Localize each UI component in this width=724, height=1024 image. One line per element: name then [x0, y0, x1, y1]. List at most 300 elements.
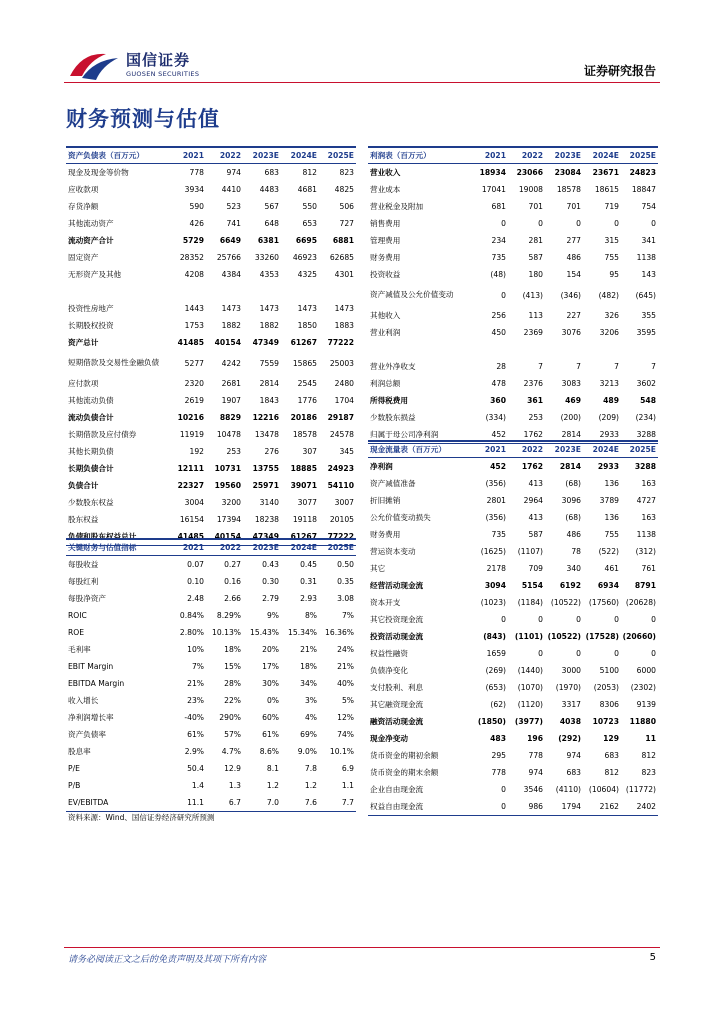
- table-row: [66, 198, 356, 215]
- cell-value: (10522): [547, 632, 581, 641]
- cell-value: 1.3: [228, 781, 241, 790]
- cell-value: 326: [604, 311, 619, 320]
- cell-value: 1.2: [266, 781, 279, 790]
- cell-value: 701: [528, 202, 543, 211]
- cell-value: 277: [566, 236, 581, 245]
- cell-value: (1023): [480, 598, 506, 607]
- cell-value: 7.7: [319, 794, 356, 812]
- cash-flow-table: [368, 440, 658, 816]
- table-row: [66, 334, 356, 351]
- cell-value: 0: [651, 615, 656, 624]
- cell-value: 18885: [290, 464, 317, 473]
- cell-value: 4825: [334, 185, 354, 194]
- cell-value: 452: [470, 426, 508, 444]
- cell-value: 227: [566, 311, 581, 320]
- cell-value: 0.35: [337, 577, 354, 586]
- cell-value: 77222: [319, 528, 356, 546]
- cell-value: (1440): [517, 666, 543, 675]
- row-label: 资产减值准备: [370, 478, 416, 488]
- table-row: [66, 249, 356, 266]
- cell-value: 12.9: [224, 764, 241, 773]
- brand-name-cn: 国信证券: [126, 51, 191, 69]
- cell-value: 10.1%: [329, 747, 354, 756]
- cell-value: 6934: [597, 581, 619, 590]
- cell-value: 3096: [561, 496, 581, 505]
- table-row: [368, 458, 658, 476]
- table-row: [368, 392, 658, 409]
- cell-value: 426: [189, 219, 204, 228]
- row-label: 其他长期负债: [68, 446, 114, 456]
- cell-value: 19118: [292, 515, 317, 524]
- cell-value: 9%: [266, 611, 279, 620]
- row-label: EBIT Margin: [68, 661, 114, 671]
- cell-value: 755: [604, 253, 619, 262]
- year-header: 2025E: [319, 539, 356, 556]
- row-label: 长期借款及应付债券: [68, 429, 137, 439]
- row-label: P/B: [68, 780, 81, 790]
- cell-value: 6.7: [206, 794, 243, 812]
- cell-value: 6695: [295, 236, 317, 245]
- cell-value: 180: [528, 270, 543, 279]
- cell-value: 5100: [599, 666, 619, 675]
- cell-value: 25766: [216, 253, 241, 262]
- cell-value: 315: [604, 236, 619, 245]
- cell-value: (346): [560, 290, 581, 300]
- cell-value: 1762: [521, 462, 543, 471]
- balance-sheet-table: [66, 146, 356, 546]
- cell-value: 7: [651, 362, 656, 371]
- cell-value: 2681: [221, 379, 241, 388]
- cell-value: 3004: [184, 498, 204, 507]
- cell-value: 812: [604, 768, 619, 777]
- row-label: EV/EBITDA: [66, 794, 168, 812]
- cell-value: 24578: [329, 430, 354, 439]
- table-row: [368, 747, 658, 764]
- cell-value: (234): [635, 413, 656, 422]
- year-header: 2024E: [583, 147, 621, 164]
- cell-value: 253: [528, 413, 543, 422]
- cell-value: 5%: [341, 696, 354, 705]
- table-row: [66, 794, 356, 812]
- cell-value: 683: [264, 168, 279, 177]
- year-header: 2024E: [281, 539, 319, 556]
- cell-value: 78: [571, 547, 581, 556]
- table-row: [368, 577, 658, 594]
- cell-value: 812: [302, 168, 317, 177]
- cell-value: (356): [485, 513, 506, 522]
- cell-value: 6381: [257, 236, 279, 245]
- table-row: [368, 475, 658, 492]
- row-label: 营业外净收支: [370, 361, 416, 371]
- cell-value: 18238: [254, 515, 279, 524]
- cell-value: 33260: [254, 253, 279, 262]
- cell-value: 761: [641, 564, 656, 573]
- table-row: [66, 477, 356, 494]
- row-label: 其它: [370, 563, 386, 573]
- cell-value: 7: [576, 362, 581, 371]
- cell-value: 1850: [297, 321, 317, 330]
- cell-value: 2933: [597, 462, 619, 471]
- cell-value: 1762: [508, 426, 545, 444]
- table-row: [66, 726, 356, 743]
- cell-value: 341: [641, 236, 656, 245]
- cell-value: 1473: [259, 304, 279, 313]
- cell-value: 360: [490, 396, 506, 405]
- cell-value: 23084: [554, 168, 581, 177]
- cell-value: 2.80%: [179, 628, 204, 637]
- row-label: 营运资本变动: [370, 546, 416, 556]
- cell-value: (653): [485, 683, 506, 692]
- table-title: 利润表（百万元）: [368, 147, 470, 164]
- table-row: [368, 611, 658, 628]
- row-label: 销售费用: [370, 218, 401, 228]
- cell-value: 754: [641, 202, 656, 211]
- cell-value: [470, 341, 508, 358]
- cell-value: 778: [491, 768, 506, 777]
- row-label: 营业成本: [370, 184, 401, 194]
- cell-value: 24823: [629, 168, 656, 177]
- cell-value: 9.0%: [297, 747, 317, 756]
- cell-value: 10723: [592, 717, 619, 726]
- cell-value: 8.6%: [259, 747, 279, 756]
- cell-value: 681: [491, 202, 506, 211]
- row-label: 财务费用: [370, 529, 401, 539]
- cell-value: 295: [491, 751, 506, 760]
- cell-value: [583, 341, 621, 358]
- year-header: 2025E: [621, 441, 658, 458]
- cell-value: 4353: [259, 270, 279, 279]
- cell-value: 61267: [290, 338, 317, 347]
- table-row: [66, 443, 356, 460]
- row-label: 流动负债合计: [68, 412, 114, 422]
- cell-value: (2053): [593, 683, 619, 692]
- cell-value: (68): [565, 479, 581, 488]
- cell-value: 1704: [334, 396, 354, 405]
- cell-value: 0: [501, 615, 506, 624]
- row-label: 股息率: [68, 746, 91, 756]
- year-header: 2022: [206, 147, 243, 164]
- cell-value: 20%: [262, 645, 279, 654]
- table-row: [368, 764, 658, 781]
- row-label: 财务费用: [370, 252, 401, 262]
- cell-value: 17%: [262, 662, 279, 671]
- cell-value: 136: [604, 513, 619, 522]
- row-label: 其他流动负债: [68, 395, 114, 405]
- table-row: [368, 358, 658, 375]
- cell-value: 5729: [182, 236, 204, 245]
- row-label: EBITDA Margin: [68, 678, 125, 688]
- cell-value: 10%: [187, 645, 204, 654]
- cell-value: 28352: [179, 253, 204, 262]
- cell-value: 469: [565, 396, 581, 405]
- row-label: 应收款项: [68, 184, 99, 194]
- row-label: 货币资金的期初余额: [370, 750, 439, 760]
- cell-value: 345: [339, 447, 354, 456]
- table-row: [66, 641, 356, 658]
- cell-value: 11.1: [168, 794, 206, 812]
- row-label: 股东权益: [68, 514, 99, 524]
- cell-value: 0: [501, 219, 506, 228]
- cell-value: 2.48: [187, 594, 204, 603]
- cell-value: 486: [566, 253, 581, 262]
- cell-value: 735: [491, 530, 506, 539]
- cell-value: 276: [264, 447, 279, 456]
- table-row: [66, 709, 356, 726]
- table-row: [66, 573, 356, 590]
- cell-value: 478: [491, 379, 506, 388]
- cell-value: 24%: [337, 645, 354, 654]
- cell-value: 23%: [187, 696, 204, 705]
- cell-value: 4208: [184, 270, 204, 279]
- cell-value: 0: [651, 219, 656, 228]
- cell-value: 2545: [297, 379, 317, 388]
- cell-value: 2964: [523, 496, 543, 505]
- cell-value: 47349: [243, 528, 281, 546]
- cell-value: 18578: [292, 430, 317, 439]
- cell-value: 18934: [479, 168, 506, 177]
- cell-value: (4110): [555, 785, 581, 794]
- cell-value: (68): [565, 513, 581, 522]
- cell-value: 550: [302, 202, 317, 211]
- row-label: 权益自由现金流: [368, 798, 470, 816]
- cell-value: (200): [560, 413, 581, 422]
- cell-value: 192: [189, 447, 204, 456]
- cell-value: 18%: [224, 645, 241, 654]
- cell-value: 7%: [341, 611, 354, 620]
- year-header: 2025E: [621, 147, 658, 164]
- cell-value: 12111: [177, 464, 204, 473]
- table-row: [66, 494, 356, 511]
- year-header: 2023E: [243, 539, 281, 556]
- cell-value: 2.93: [300, 594, 317, 603]
- cell-value: 47349: [252, 338, 279, 347]
- row-label: 存货净额: [68, 201, 99, 211]
- cell-value: 21%: [187, 679, 204, 688]
- row-label: 归属于母公司净利润: [368, 426, 470, 444]
- cell-value: 0: [651, 649, 656, 658]
- cell-value: (1107): [517, 547, 543, 556]
- cell-value: 15%: [224, 662, 241, 671]
- disclaimer-text: 请务必阅读正文之后的免责声明及其项下所有内容: [68, 955, 267, 965]
- cell-value: 3140: [259, 498, 279, 507]
- cell-value: 60%: [262, 713, 279, 722]
- table-row: [66, 232, 356, 249]
- table-row: [66, 283, 356, 300]
- cell-value: (2302): [630, 683, 656, 692]
- cell-value: 95: [609, 270, 619, 279]
- cell-value: 13755: [252, 464, 279, 473]
- cell-value: 16154: [179, 515, 204, 524]
- cell-value: 4727: [636, 496, 656, 505]
- table-row: [66, 351, 356, 375]
- cell-value: 567: [264, 202, 279, 211]
- cell-value: 3213: [599, 379, 619, 388]
- cell-value: (1070): [517, 683, 543, 692]
- cell-value: 548: [640, 396, 656, 405]
- cell-value: [545, 341, 583, 358]
- cell-value: 0: [470, 798, 508, 816]
- table-row: [66, 675, 356, 692]
- cell-value: 1473: [334, 304, 354, 313]
- row-label: 权益性融资: [370, 648, 408, 658]
- cell-value: 18578: [556, 185, 581, 194]
- cell-value: (1184): [517, 598, 543, 607]
- cell-value: 1843: [259, 396, 279, 405]
- cell-value: (1850): [477, 717, 506, 726]
- table-row: [368, 324, 658, 341]
- row-label: 应付款项: [68, 378, 99, 388]
- table-row: [368, 232, 658, 249]
- cell-value: 74%: [337, 730, 354, 739]
- cell-value: 256: [491, 311, 506, 320]
- cell-value: (10604): [588, 785, 619, 794]
- cell-value: 3789: [599, 496, 619, 505]
- year-header: 2024E: [281, 147, 319, 164]
- row-label: 利润总额: [370, 378, 401, 388]
- cell-value: [319, 283, 356, 300]
- cell-value: 812: [641, 751, 656, 760]
- cell-value: 28%: [224, 679, 241, 688]
- table-row: [368, 249, 658, 266]
- cell-value: 355: [641, 311, 656, 320]
- cell-value: 21%: [337, 662, 354, 671]
- cell-value: 1.2: [304, 781, 317, 790]
- cell-value: 281: [528, 236, 543, 245]
- cell-value: 41485: [168, 528, 206, 546]
- table-row: [368, 730, 658, 747]
- cell-value: 4301: [334, 270, 354, 279]
- cell-value: 741: [226, 219, 241, 228]
- cell-value: 1.4: [191, 781, 204, 790]
- row-label: 其它融资现金流: [370, 699, 424, 709]
- cell-value: 4410: [221, 185, 241, 194]
- table-row: [66, 743, 356, 760]
- cell-value: 361: [527, 396, 543, 405]
- cell-value: 413: [528, 513, 543, 522]
- cell-value: 7.8: [304, 764, 317, 773]
- row-label: 少数股东权益: [68, 497, 114, 507]
- row-label: 短期借款及交易性金融负债: [68, 358, 160, 367]
- cell-value: 16.36%: [325, 628, 354, 637]
- cell-value: 0: [614, 219, 619, 228]
- row-label: 固定资产: [68, 252, 99, 262]
- cell-value: 7%: [191, 662, 204, 671]
- cell-value: (3977): [514, 717, 543, 726]
- table-row: [66, 215, 356, 232]
- cell-value: (1120): [517, 700, 543, 709]
- cell-value: 1.1: [341, 781, 354, 790]
- cell-value: 755: [604, 530, 619, 539]
- cell-value: 0: [538, 219, 543, 228]
- cell-value: 7: [538, 362, 543, 371]
- cell-value: 10478: [216, 430, 241, 439]
- year-header: 2024E: [583, 441, 621, 458]
- cell-value: 489: [603, 396, 619, 405]
- row-label: 公允价值变动损失: [370, 512, 431, 522]
- year-header: 2021: [470, 441, 508, 458]
- table-row: [66, 760, 356, 777]
- cell-value: 22%: [224, 696, 241, 705]
- table-title: 资产负债表（百万元）: [66, 147, 168, 164]
- cell-value: 974: [226, 168, 241, 177]
- cell-value: 34%: [300, 679, 317, 688]
- table-row: [368, 198, 658, 215]
- cell-value: 506: [339, 202, 354, 211]
- cell-value: 2.79: [262, 594, 279, 603]
- table-row: [368, 283, 658, 307]
- row-label: 收入增长: [68, 695, 99, 705]
- row-label: 负债和股东权益总计: [66, 528, 168, 546]
- row-label: 毛利率: [68, 644, 91, 654]
- cell-value: (48): [490, 270, 506, 279]
- cell-value: 1883: [334, 321, 354, 330]
- cell-value: (312): [635, 547, 656, 556]
- cell-value: 8791: [634, 581, 656, 590]
- cell-value: 11: [645, 734, 656, 743]
- cell-value: 136: [604, 479, 619, 488]
- cell-value: 2369: [523, 328, 543, 337]
- row-label: ROIC: [68, 610, 87, 620]
- cell-value: 3000: [561, 666, 581, 675]
- cell-value: 46923: [292, 253, 317, 262]
- year-header: 2022: [508, 441, 545, 458]
- cell-value: 3.08: [337, 594, 354, 603]
- cell-value: 719: [604, 202, 619, 211]
- cell-value: (10522): [550, 598, 581, 607]
- table-row: [66, 692, 356, 709]
- table-row: [368, 696, 658, 713]
- table-row: [66, 317, 356, 334]
- cell-value: 4483: [259, 185, 279, 194]
- cell-value: 823: [339, 168, 354, 177]
- cell-value: 709: [528, 564, 543, 573]
- cell-value: 778: [189, 168, 204, 177]
- table-row: [368, 628, 658, 645]
- table-row: [66, 181, 356, 198]
- cell-value: 340: [566, 564, 581, 573]
- cell-value: 0.27: [224, 560, 241, 569]
- cell-value: 0.31: [300, 577, 317, 586]
- cell-value: 3546: [523, 785, 543, 794]
- cell-value: 0.10: [187, 577, 204, 586]
- row-label: P/E: [68, 763, 80, 773]
- table-row: [66, 624, 356, 641]
- cell-value: 2320: [184, 379, 204, 388]
- cell-value: 4325: [297, 270, 317, 279]
- cell-value: 2619: [184, 396, 204, 405]
- cell-value: 452: [490, 462, 506, 471]
- cell-value: [243, 283, 281, 300]
- cell-value: 1753: [184, 321, 204, 330]
- cell-value: 3083: [561, 379, 581, 388]
- cell-value: 653: [302, 219, 317, 228]
- cell-value: 0.50: [337, 560, 354, 569]
- cell-value: 196: [527, 734, 543, 743]
- cell-value: 4.7%: [221, 747, 241, 756]
- report-type-label: 证券研究报告: [583, 64, 656, 78]
- cell-value: 2402: [621, 798, 658, 816]
- table-row: [368, 560, 658, 577]
- table-row: [368, 492, 658, 509]
- cell-value: 15865: [292, 358, 317, 368]
- row-label: 净利润: [370, 461, 393, 471]
- table-row: [368, 266, 658, 283]
- cell-value: 0.30: [262, 577, 279, 586]
- cell-value: 986: [508, 798, 545, 816]
- cell-value: (209): [598, 413, 619, 422]
- header-divider: [64, 82, 660, 83]
- cell-value: 2814: [559, 462, 581, 471]
